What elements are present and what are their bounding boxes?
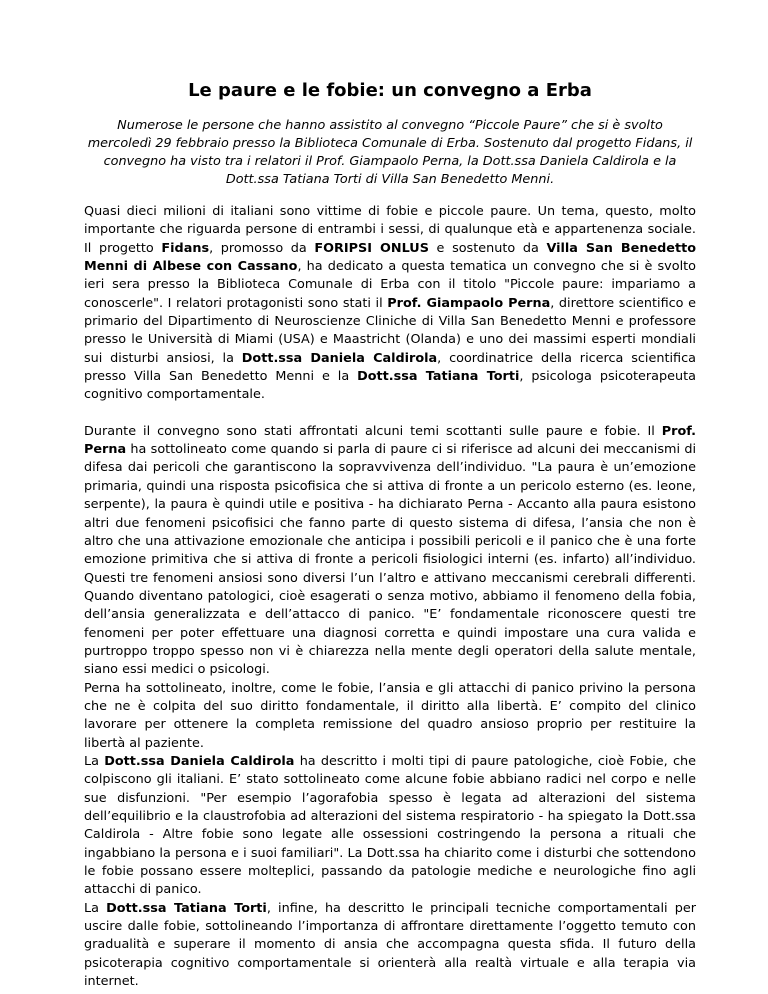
bold-dott-caldirola: Dott.ssa Daniela Caldirola xyxy=(104,753,295,769)
bold-fidans: Fidans xyxy=(161,240,210,256)
bold-villa: Villa San Benedetto Menni di Albese con Cassano xyxy=(84,240,697,275)
paragraph-torti: La Dott.ssa Tatiana Torti, infine, ha descritto le principali tecniche comportamentali per uscire dalle fobie, sottolineando l’importanza di affrontare direttamente l’oggetto temuto con gradualità e superare il momento di ansia che accompagna questa sfida. Il futuro della psicoterapia cognitivo comportamentale si orienterà alla realtà virtuale e alla terapia via internet. xyxy=(84,900,696,990)
article-body xyxy=(84,203,696,991)
bold-prof-perna: Prof. Perna xyxy=(84,423,696,458)
bold-torti: Dott.ssa Tatiana Torti xyxy=(357,369,520,385)
paragraph-perna: Durante il convegno sono stati affrontati alcuni temi scottanti sulle paure e fobie. Il Prof. Perna ha sottolineato come quando si parla di paure ci si riferisce ad alcuni dei meccanismi di difesa dai pericoli che garantiscono la sopravvivenza dell’individuo. "La paura è un’emozione primaria, quindi una risposta psicofisica che si attiva di fronte a un pericolo esterno (es. leone, serpente), la paura è quindi utile e positiva - ha dichiarato Perna - Accanto alla paura esistono altri due fenomeni psicofisici che fanno parte di questo sistema di difesa, l’ansia che non è altro che una attivazione emozionale che anticipa i possibili pericoli e il panico che è una forte emozione primitiva che si attiva di fronte a pericoli fisiologici interni (es. infarto) all’individuo. Questi tre fenomeni ansiosi sono diversi l’un l’altro e attivano meccanismi cerebrali differenti. Quando diventano patologici, cioè esagerati o senza motivo, abbiamo il fenomeno della fobia, dell’ansia generalizzata e dell’attacco di panico. "E’ fondamentale riconoscere questi tre fenomeni per poter effettuare una diagnosi corretta e quindi impostare una cura valida e purtroppo troppo spesso non vi è chiarezza nella mente degli operatori della salute mentale, siano essi medici o psicologi. xyxy=(84,423,696,678)
article-title: Le paure e le fobie: un convegno a Erba xyxy=(188,80,592,101)
paragraph-freedom: Perna ha sottolineato, inoltre, come le fobie, l’ansia e gli attacchi di panico privino la persona che ne è colpita del suo diritto fondamentale, il diritto alla libertà. E’ compito del clinico lavorare per ottenere la completa remissione del quadro ansioso proprio per restituire la libertà al paziente. xyxy=(84,680,696,751)
bold-perna: Prof. Giampaolo Perna xyxy=(387,295,551,311)
bold-caldirola: Dott.ssa Daniela Caldirola xyxy=(241,350,438,366)
article-lead: Numerose le persone che hanno assistito al convegno “Piccole Paure” che si è svolto mercoledì 29 febbraio presso la Biblioteca Comunale di Erba. Sostenuto dal progetto Fidans, il convegno ha visto tra i relatori il Prof. Giampaolo Perna, la Dott.ssa Daniela Caldirola e la Dott.ssa Tatiana Torti di Villa San Benedetto Menni. xyxy=(87,118,693,187)
bold-dott-torti: Dott.ssa Tatiana Torti xyxy=(106,900,267,916)
paragraph-intro: Quasi dieci milioni di italiani sono vittime di fobie e piccole paure. Un tema, questo, molto importante che riguarda persone di entrambi i sessi, di qualunque età e appartenenza sociale. Il progetto Fidans, promosso da FORIPSI ONLUS e sostenuto da Villa San Benedetto Menni di Albese con Cassano, ha dedicato a questa tematica un convegno che si è svolto ieri sera presso la Biblioteca Comunale di Erba con il titolo "Piccole paure: impariamo a conoscerle". I relatori protagonisti sono stati il Prof. Giampaolo Perna, direttore scientifico e primario del Dipartimento di Neuroscienze Cliniche di Villa San Benedetto Menni e professore presso le Università di Miami (USA) e Maastricht (Olanda) e uno dei massimi esperti mondiali sui disturbi ansiosi, la Dott.ssa Daniela Caldirola, coordinatrice della ricerca scientifica presso Villa San Benedetto Menni e la Dott.ssa Tatiana Torti, psicologa psicoterapeuta cognitivo comportamentale. xyxy=(84,204,697,403)
paragraph-caldirola: La Dott.ssa Daniela Caldirola ha descritto i molti tipi di paure patologiche, cioè Fobie, che colpiscono gli italiani. E’ stato sottolineato come alcune fobie abbiano radici nel corpo e nelle sue disfunzioni. "Per esempio l’agorafobia spesso è legata ad alterazioni del sistema dell’equilibrio e la claustrofobia ad alterazioni del sistema respiratorio - ha spiegato la Dott.ssa Caldirola - Altre fobie sono legate alle ossessioni costringendo la persona a rituali che ingabbiano la persona e i suoi familiari". La Dott.ssa ha chiarito come i disturbi che sottendono le fobie possano essere molteplici, passando da patologie mediche e neurologiche fino agli attacchi di panico. xyxy=(84,753,696,898)
bold-foripsi: FORIPSI ONLUS xyxy=(314,240,429,256)
document-page xyxy=(84,78,696,991)
